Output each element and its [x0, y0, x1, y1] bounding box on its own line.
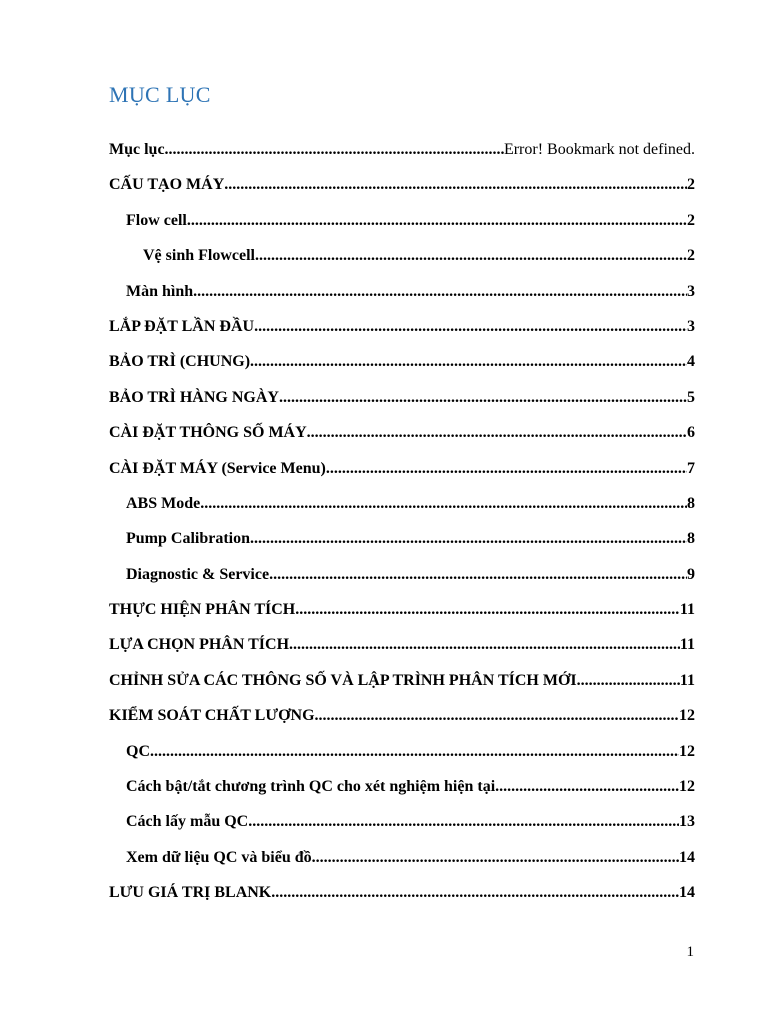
toc-entry-bat-tat-qc[interactable] [109, 778, 695, 813]
toc-dot-leader [326, 460, 687, 478]
toc-dot-leader [248, 813, 679, 831]
toc-entry-page: 14 [679, 848, 695, 866]
toc-entry-title: LỰA CHỌN PHÂN TÍCH [109, 636, 290, 654]
toc-dot-leader [224, 176, 687, 194]
toc-dot-leader [289, 636, 680, 654]
toc-entry-title: CÀI ĐẶT MÁY (Service Menu) [109, 459, 326, 477]
toc-entry-bao-tri-chung[interactable] [109, 353, 695, 388]
toc-entry-page: 6 [687, 424, 695, 442]
toc-dot-leader [250, 353, 687, 371]
toc-entry-bao-tri-hang-ngay[interactable] [109, 389, 695, 424]
toc-entry-title: ABS Mode [126, 494, 201, 512]
toc-entry-title: CHỈNH SỬA CÁC THÔNG SỐ VÀ LẬP TRÌNH PHÂN TÍCH MỚI [109, 671, 577, 689]
toc-entry-title: LƯU GIÁ TRỊ BLANK [109, 884, 272, 902]
toc-entry-page: 8 [687, 530, 695, 548]
toc-entry-xem-du-lieu-qc[interactable] [109, 849, 695, 884]
toc-entry-page: 2 [687, 211, 695, 229]
toc-dot-leader [269, 566, 687, 584]
toc-entry-title: Xem dữ liệu QC và biểu đồ [126, 848, 312, 866]
toc-dot-leader [187, 212, 687, 230]
toc-dot-leader [271, 884, 679, 902]
toc-entry-title: Flow cell [126, 211, 187, 229]
toc-entry-page: 11 [679, 601, 695, 619]
toc-entry-title: BẢO TRÌ HÀNG NGÀY [109, 388, 279, 406]
toc-entry-title: Màn hình [126, 282, 194, 300]
toc-dot-leader [279, 389, 687, 407]
toc-entry-lua-chon-phan-tich[interactable] [109, 636, 695, 671]
toc-entry-page: 12 [679, 778, 695, 796]
toc-entry-abs-mode[interactable] [109, 495, 695, 530]
toc-entry-cai-dat-thong-so-may[interactable] [109, 424, 695, 459]
toc-entry-page: 2 [687, 247, 695, 265]
toc-entry-page: Error! Bookmark not defined. [503, 141, 695, 158]
toc-dot-leader [307, 424, 687, 442]
toc-entry-ve-sinh-flowcell[interactable] [109, 247, 695, 282]
toc-entry-cau-tao-may[interactable] [109, 176, 695, 211]
toc-dot-leader [250, 530, 687, 548]
toc-entry-chinh-sua-thong-so[interactable] [109, 672, 695, 707]
toc-entry-diagnostic-service[interactable] [109, 566, 695, 601]
toc-dot-leader [255, 247, 687, 265]
toc-entry-cach-lay-mau-qc[interactable] [109, 813, 695, 848]
toc-entry-page: 9 [687, 565, 695, 583]
toc-entry-title: THỰC HIỆN PHÂN TÍCH [109, 601, 296, 619]
toc-entry-title: CẤU TẠO MÁY [109, 176, 225, 194]
toc-dot-leader [577, 672, 680, 690]
toc-dot-leader [150, 743, 679, 761]
toc-entry-page: 2 [687, 176, 695, 194]
toc-entry-page: 3 [687, 282, 695, 300]
toc-entry-cai-dat-may-service-menu[interactable] [109, 460, 695, 495]
toc-entry-page: 5 [687, 388, 695, 406]
toc-entry-page: 14 [679, 884, 695, 902]
toc-dot-leader [200, 495, 687, 513]
toc-dot-leader [193, 283, 687, 301]
toc-entry-title: CÀI ĐẶT THÔNG SỐ MÁY [109, 424, 307, 442]
toc-entry-page: 7 [687, 459, 695, 477]
toc-entry-page: 4 [687, 353, 695, 371]
toc-entry-page: 12 [679, 707, 695, 725]
toc-entry-kiem-soat-chat-luong[interactable] [109, 707, 695, 742]
toc-entry-page: 13 [679, 813, 695, 831]
toc-entry-title: LẮP ĐẶT LẦN ĐẦU [109, 317, 255, 335]
toc-dot-leader [315, 707, 679, 725]
toc-entry-qc[interactable] [109, 743, 695, 778]
toc-dot-leader [165, 141, 504, 159]
toc-entry-page: 11 [679, 636, 695, 654]
toc-entry-muc-luc[interactable] [109, 141, 695, 176]
toc-entry-title: Cách lấy mẫu QC [126, 813, 249, 831]
toc-entry-flow-cell[interactable] [109, 212, 695, 247]
toc-entry-man-hinh[interactable] [109, 283, 695, 318]
toc-entry-title: BẢO TRÌ (CHUNG) [109, 353, 251, 371]
toc-entry-lap-dat-lan-dau[interactable] [109, 318, 695, 353]
toc-entry-luu-gia-tri-blank[interactable] [109, 884, 695, 919]
toc-entry-page: 12 [679, 742, 695, 760]
toc-dot-leader [312, 849, 679, 867]
page-number: 1 [686, 944, 694, 960]
toc-entry-page: 3 [687, 317, 695, 335]
toc-dot-leader [495, 778, 679, 796]
toc-entry-title: Pump Calibration [126, 530, 251, 548]
toc-entry-pump-calibration[interactable] [109, 530, 695, 565]
toc-dot-leader [295, 601, 680, 619]
toc-entry-title: KIỂM SOÁT CHẤT LƯỢNG [109, 707, 315, 725]
toc-list [109, 141, 695, 920]
toc-entry-page: 8 [687, 494, 695, 512]
toc-heading: MỤC LỤC [109, 82, 211, 107]
toc-entry-title: Cách bật/tắt chương trình QC cho xét nghiệm hiện tại [126, 778, 496, 796]
toc-entry-title: QC [126, 742, 150, 760]
toc-entry-page: 11 [679, 671, 695, 689]
toc-entry-title: Diagnostic & Service [126, 565, 270, 583]
toc-entry-title: Mục lục [109, 141, 165, 158]
toc-entry-thuc-hien-phan-tich[interactable] [109, 601, 695, 636]
toc-dot-leader [254, 318, 687, 336]
toc-entry-title: Vệ sinh Flowcell [143, 247, 255, 265]
